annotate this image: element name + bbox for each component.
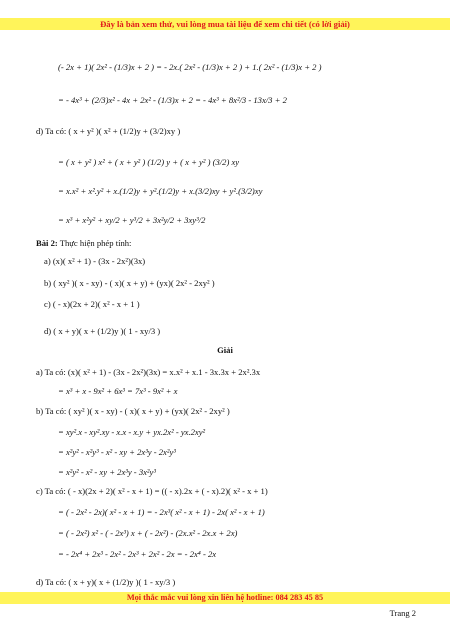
text-line-l10: c) ( - x)(2x + 2)( x² - x + 1 ) [44,299,140,309]
text-line-l9: b) ( xy² )( x - xy) - ( x)( x + y) + (yx)( 2x² - 2xy² ) [44,278,215,288]
text-line-l6: = x³ + x²y² + xy/2 + y³/2 + 3x²y/2 + 3xy³/2 [58,215,206,225]
footer-banner: Mọi thắc mắc vui lòng xin liên hệ hotline: 084 283 45 85 [0,592,450,604]
text-line-l8: a) (x)( x² + 1) - (3x - 2x²)(3x) [44,256,146,266]
text-line-l21: = - 2x⁴ + 2x³ - 2x² - 2x³ + 2x² - 2x = - 2x⁴ - 2x [58,549,217,559]
text-line-l1: (- 2x + 1)( 2x² - (1/3)x + 2 ) = - 2x.( 2x² - (1/3)x + 2 ) + 1.( 2x² - (1/3)x + 2 ) [58,62,322,72]
header-banner: Đây là bản xem thử, vui lòng mua tài liệu để xem chi tiết (có lời giải) [0,18,450,30]
text-line-l11: d) ( x + y)( x + (1/2)y )( 1 - xy/3 ) [44,326,161,336]
text-line-l17: = x²y² - x² - xy + 2x³y - 3x²y³ [58,467,156,477]
text-line-l13: = x³ + x - 9x² + 6x³ = 7x³ - 9x² + x [58,386,178,396]
text-line-l18: c) Ta có: ( - x)(2x + 2)( x² - x + 1) = (( - x).2x + ( - x).2)( x² - x + 1) [36,486,268,496]
text-line-l19: = ( - 2x² - 2x)( x² - x + 1) = - 2x³( x² - x + 1) - 2x( x² - x + 1) [58,507,265,517]
text-line-l22: d) Ta có: ( x + y)( x + (1/2)y )( 1 - xy/3 ) [36,577,176,587]
text-line-l12: a) Ta có: (x)( x² + 1) - (3x - 2x²)(3x) = x.x² + x.1 - 3x.3x + 2x².3x [36,367,261,377]
text-line-l16: = x²y² - x²y³ - x² - xy + 2x³y - 2x²y³ [58,447,176,457]
text-line-l14: b) Ta có: ( xy² )( x - xy) - ( x)( x + y) + (yx)( 2x² - 2xy² ) [36,406,230,416]
page-number: Trang 2 [389,608,416,618]
text-line-l2: = - 4x³ + (2/3)x² - 4x + 2x² - (1/3)x + 2 = - 4x³ + 8x²/3 - 13x/3 + 2 [58,95,287,105]
text-line-l4: = ( x + y² ) x² + ( x + y² ) (1/2) y + ( x + y² ) (3/2) xy [58,157,240,167]
text-line-l20: = ( - 2x²) x² - ( - 2x³) x + ( - 2x²) - (2x.x² - 2x.x + 2x) [58,528,238,538]
exercise-label: Bài 2: [36,238,58,248]
text-line-l7: Bài 2: Thực hiện phép tính: [36,238,132,248]
text-line-l15: = xy².x - xy².xy - x.x - x.y + yx.2x² - yx.2xy² [58,427,206,437]
section-title: Giải [217,345,233,355]
text-line-l5: = x.x² + x².y² + x.(1/2)y + y².(1/2)y + x.(3/2)xy + y².(3/2)xy [58,186,263,196]
text-line-l3: d) Ta có: ( x + y² )( x² + (1/2)y + (3/2)xy ) [36,126,181,136]
